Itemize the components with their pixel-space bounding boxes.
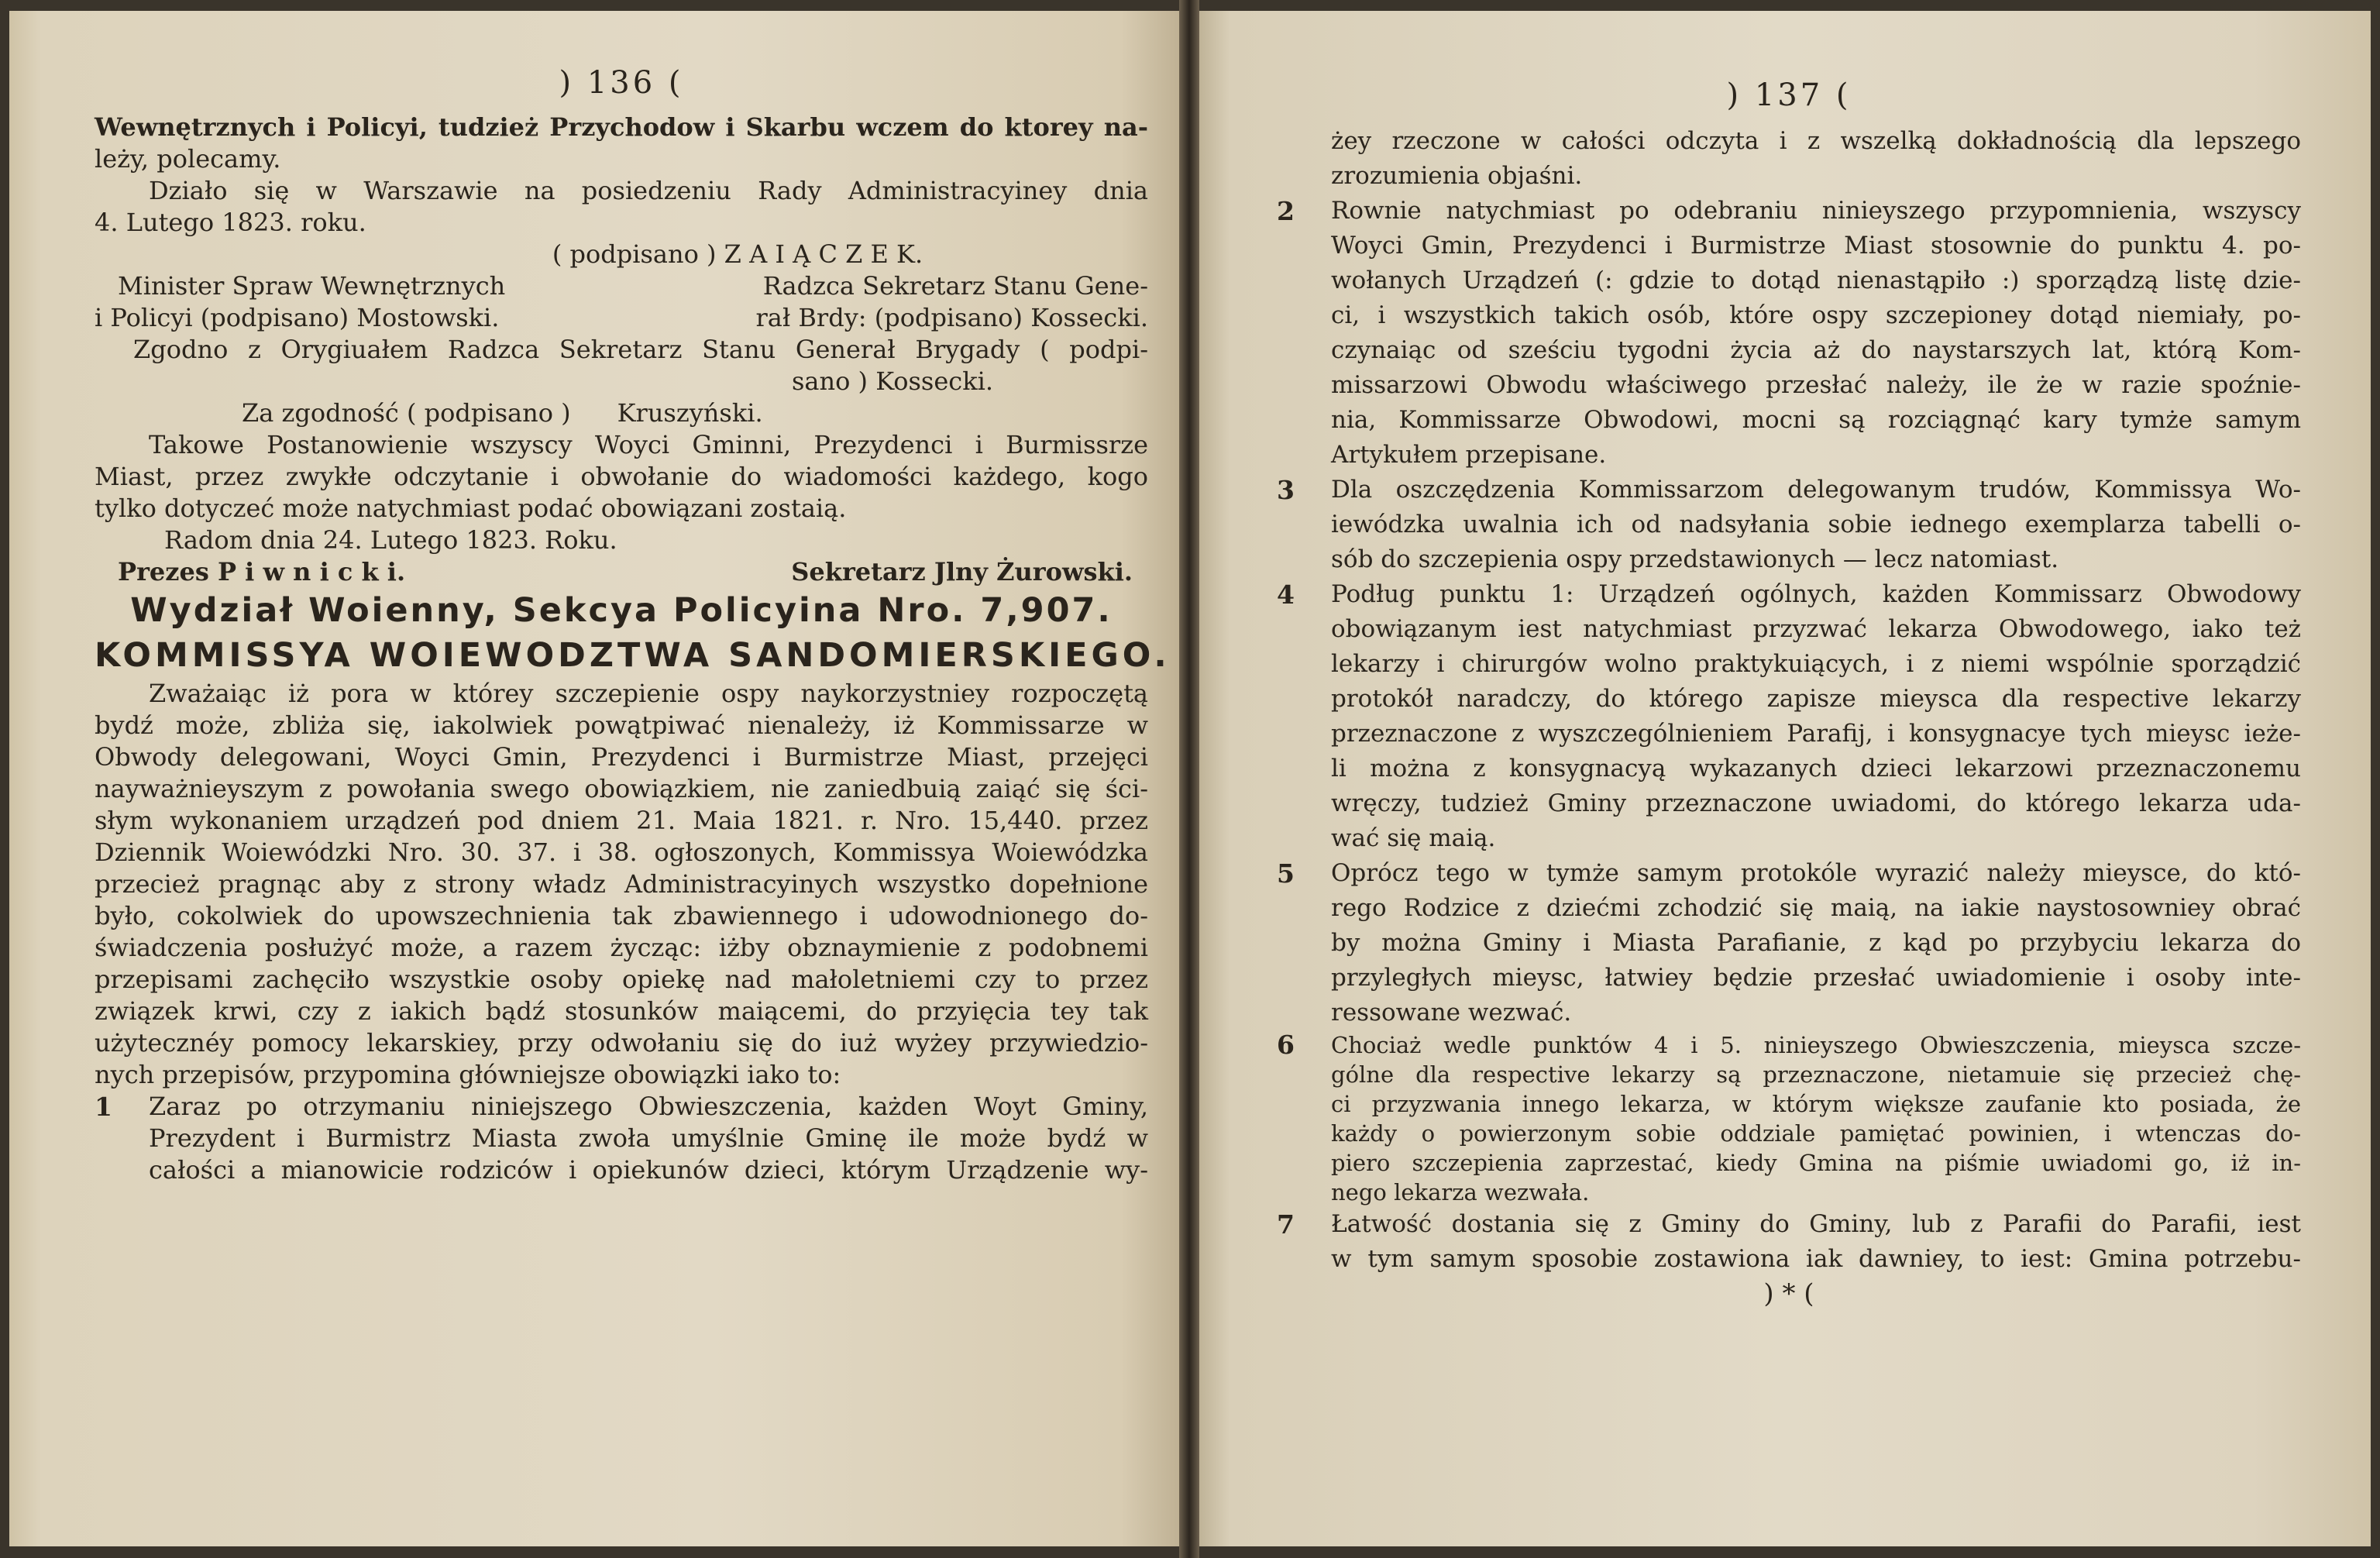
text-line: związek krwi, czy z iakich bądź stosunków maiącemi, do przyięcia tey tak: [95, 996, 1148, 1026]
item-number: 5: [1277, 858, 1295, 889]
page-number-136: ) 136 (: [559, 65, 684, 101]
text-line: przecież pragnąc aby z strony władz Administracyinych wszystko dopełnione: [95, 869, 1148, 899]
item-number: 2: [1277, 196, 1295, 226]
signature-row: [95, 302, 1148, 334]
page-number-137: ) 137 (: [1726, 77, 1852, 113]
prezes-row: [95, 556, 1148, 588]
item-number: 6: [1277, 1030, 1295, 1060]
text-line: Woyci Gmin, Prezydenci i Burmistrze Miast stosownie do punktu 4. po-: [1331, 232, 2301, 260]
text-line: tylko dotyczeć może natychmiast podać obowiązani zostaią.: [95, 494, 847, 523]
text-line: Zważaiąc iż pora w którey szczepienie ospy naykorzystniey rozpoczętą: [149, 679, 1148, 708]
item-number: 7: [1277, 1209, 1295, 1240]
commission-heading: KOMMISSYA WOIEWODZTWA SANDOMIERSKIEGO.: [95, 636, 1171, 675]
section-heading: Wydział Woienny, Sekcya Policyina Nro. 7,907.: [130, 591, 1113, 630]
item-number: 3: [1277, 475, 1295, 505]
text-line: przepisami zachęciło wszystkie osoby opiekę nad małoletniemi czy to przez: [95, 965, 1148, 994]
numbered-item-4: [1277, 577, 2301, 856]
text-line: sano ) Kossecki.: [791, 366, 993, 396]
text-line: ci przyzwania innego lekarza, w którym większe zaufanie kto posiada, że: [1331, 1091, 2301, 1117]
item-number: 4: [1277, 580, 1295, 610]
numbered-item-2: [1277, 194, 2301, 473]
text-line: Prezydent i Burmistrz Miasta zwoła umyślnie Gminę ile może bydź w: [149, 1123, 1148, 1153]
text-line: lekarzy i chirurgów wolno praktykuiących, i z niemi wspólnie sporządzić: [1331, 650, 2301, 678]
signature-right: rał Brdy: (podpisano) Kossecki.: [755, 303, 1148, 332]
text-line: wręczy, tudzież Gminy przeznaczone uwiadomi, do którego lekarza uda-: [1331, 789, 2301, 817]
text-line: przeznaczone z wyszczególnieniem Parafij, i konsygnacye tych mieysc ieże-: [1331, 720, 2301, 748]
signature-left: Minister Spraw Wewnętrznych: [118, 271, 506, 301]
text-line: każdy o powierzonym sobie oddziale pamiętać powinien, i wtenczas do-: [1331, 1120, 2301, 1147]
text-line: rego Rodzice z dziećmi zchodzić się maią, na iakie naystosowniey obrać: [1331, 894, 2301, 922]
left-page: [9, 11, 1179, 1546]
numbered-item-1: [95, 1091, 1148, 1186]
right-page: [1199, 11, 2371, 1546]
text-line: nego lekarza wezwała.: [1331, 1179, 1590, 1205]
text-line: nia, Kommissarze Obwodowi, mocni są rozciągnąć kary tymże samym: [1331, 406, 2301, 434]
za-zgodnosc-signer: Kruszyński.: [617, 398, 763, 428]
item-number: 1: [95, 1092, 112, 1122]
text-line: 4. Lutego 1823. roku.: [95, 208, 366, 237]
signature-left: i Policyi (podpisano) Mostowski.: [95, 303, 500, 332]
text-line: Łatwość dostania się z Gminy do Gminy, lub z Parafii do Parafii, iest: [1331, 1210, 2301, 1238]
text-line: Zgodno z Orygiuałem Radzca Sekretarz Stanu Generał Brygady ( podpi-: [133, 335, 1148, 364]
text-line: wać się maią.: [1331, 824, 1496, 852]
text-line: czynaiąc od sześciu tygodni życia aż do naystarszych lat, którą Kom-: [1331, 336, 2301, 364]
prezes-signature: Prezes P i w n i c k i.: [118, 557, 406, 586]
text-line: Takowe Postanowienie wszyscy Woyci Gminni, Prezydenci i Burmissrze: [149, 430, 1148, 459]
numbered-item-7: [1277, 1207, 2301, 1277]
text-line: żey rzeczone w całości odczyta i z wszelką dokładnością dla lepszego: [1331, 127, 2301, 155]
numbered-item-3: [1277, 473, 2301, 577]
text-line: Podług punktu 1: Urządzeń ogólnych, każden Kommissarz Obwodowy: [1331, 580, 2301, 608]
text-line: missarzowi Obwodu właściwego przesłać należy, ile że w razie spoźnie-: [1331, 371, 2301, 399]
za-zgodnosc-row: [95, 397, 1148, 429]
numbered-item-5: [1277, 856, 2301, 1030]
signature-line: ( podpisano ) Z A I Ą C Z E K.: [552, 239, 923, 269]
text-line: Zaraz po otrzymaniu niniejszego Obwieszczenia, każden Woyt Gminy,: [149, 1092, 1148, 1121]
text-line: leży, polecamy.: [95, 144, 281, 174]
continued-text: [1277, 124, 2301, 194]
text-line: wołanych Urządzeń (: gdzie to dotąd nienastąpiło :) sporządzą listę dzie-: [1331, 267, 2301, 294]
text-line: Artykułem przepisane.: [1331, 441, 1607, 469]
text-line: ressowane wezwać.: [1331, 999, 1572, 1027]
text-line: Oprócz tego w tymże samym protokóle wyrazić należy mieysce, do któ-: [1331, 859, 2301, 887]
text-line: Dla oszczędzenia Kommissarzom delegowanym trudów, Kommissya Wo-: [1331, 476, 2301, 504]
text-line: bydź może, zbliża się, iakolwiek powątpiwać nienależy, iż Kommissarze w: [95, 710, 1148, 740]
book-gutter: [1179, 0, 1199, 1558]
text-line: Chociaż wedle punktów 4 i 5. ninieyszego Obwieszczenia, mieysca szcze-: [1331, 1032, 2301, 1058]
text-line: Wewnętrznych i Policyi, tudzież Przychodow i Skarbu wczem do ktorey na-: [95, 112, 1148, 142]
sekretarz-signature: Sekretarz Jlny Żurowski.: [791, 557, 1133, 586]
text-line: świadczenia posłużyć może, a razem życząc: iżby obznaymienie z podobnemi: [95, 933, 1148, 962]
signature-row: [95, 270, 1148, 302]
text-line: było, cokolwiek do upowszechnienia tak zbawiennego i udowodnionego do-: [95, 901, 1148, 930]
za-zgodnosc-label: Za zgodność ( podpisano ): [242, 398, 571, 428]
text-line: gólne dla respective lekarzy są przeznaczone, nietamuie się przecież chę-: [1331, 1061, 2301, 1088]
text-line: Obwody delegowani, Woyci Gmin, Prezydenci i Burmistrze Miast, przejęci: [95, 742, 1148, 772]
text-line: całości a mianowicie rodziców i opiekunów dzieci, którym Urządzenie wy-: [149, 1155, 1148, 1185]
text-line: nych przepisów, przypomina główniejsze obowiązki iako to:: [95, 1060, 841, 1089]
text-line: ci, i wszystkich takich osób, które ospy szczepioney dotąd niemiały, po-: [1331, 301, 2301, 329]
text-line: piero szczepienia zaprzestać, kiedy Gmina na piśmie uwiadomi go, iż in-: [1331, 1150, 2301, 1176]
signature-right: Radzca Sekretarz Stanu Gene-: [762, 271, 1148, 301]
text-line: protokół naradczy, do którego zapisze mieysca dla respective lekarzy: [1331, 685, 2301, 713]
text-line: słym wykonaniem urządzeń pod dniem 21. Maia 1821. r. Nro. 15,440. przez: [95, 806, 1148, 835]
text-line: by można Gminy i Miasta Parafianie, z kąd po przybyciu lekarza do: [1331, 929, 2301, 957]
text-line: obowiązanym iest natychmiast przyzwać lekarza Obwodowego, iako też: [1331, 615, 2301, 643]
text-line: zrozumienia objaśni.: [1331, 162, 1583, 190]
text-line: sób do szczepienia ospy przedstawionych — lecz natomiast.: [1331, 545, 2059, 573]
text-line: iewódzka uwalnia ich od nadsyłania sobie iednego exemplarza tabelli o-: [1331, 511, 2301, 538]
text-line: Rownie natychmiast po odebraniu ninieyszego przypomnienia, wszyscy: [1331, 197, 2301, 225]
text-line: Miast, przez zwykłe odczytanie i obwołanie do wiadomości każdego, kogo: [95, 462, 1148, 491]
catchword: ) * (: [1763, 1278, 1814, 1309]
text-line: li można z konsygnacyą wykazanych dzieci lekarzowi przeznaczonemu: [1331, 755, 2301, 782]
text-line: użytecznéy pomocy lekarskiey, przy odwołaniu się do iuż wyżey przywiedzio-: [95, 1028, 1148, 1058]
text-line: przyległych mieysc, łatwiey będzie przesłać uwiadomienie i osoby inte-: [1331, 964, 2301, 992]
text-line: Dziennik Woiewódzki Nro. 30. 37. i 38. ogłoszonych, Kommissya Woiewódzka: [95, 837, 1148, 867]
text-line: Działo się w Warszawie na posiedzeniu Rady Administracyiney dnia: [149, 176, 1148, 205]
numbered-item-6: [1277, 1030, 2301, 1207]
text-line: w tym samym sposobie zostawiona iak dawniey, to iest: Gmina potrzebu-: [1331, 1245, 2301, 1273]
place-date-line: Radom dnia 24. Lutego 1823. Roku.: [164, 525, 617, 555]
text-line: nayważnieyszym z powołania swego obowiązkiem, nie zaniedbuią zaiąć się ści-: [95, 774, 1148, 803]
